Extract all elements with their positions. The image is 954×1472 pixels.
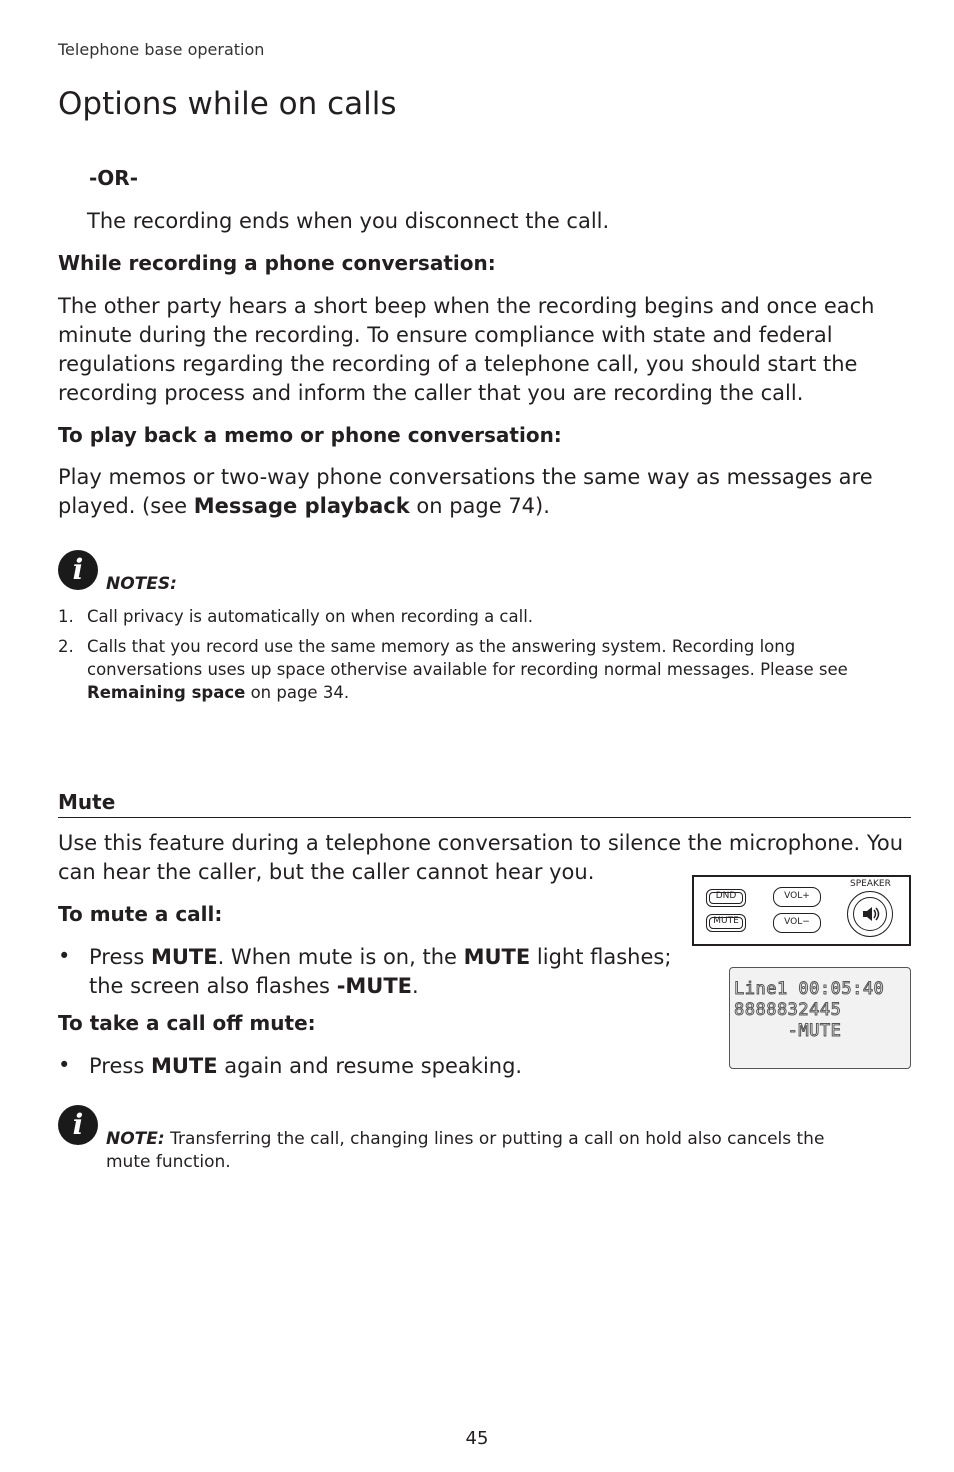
page-number: 45 [465,1428,489,1449]
bullet-dot: • [58,944,71,968]
speaker-icon [854,898,886,930]
lcd-line-2: 8888832445 [734,1000,842,1020]
while-recording-paragraph: The other party hears a short beep when the recording begins and once each minute during the recording. To ensure compliance with state and federal regulations regarding the recording of a telephone call, you should start the recording process and inform the caller that you are recording the call. [58,294,875,405]
off-mute-heading: To take a call off mute: [58,1011,316,1035]
mute-button: MUTE [706,914,746,932]
note-item-1 [58,605,908,630]
info-icon: i [58,1105,98,1145]
bottom-note [106,1128,866,1174]
mute-section-heading: Mute [58,790,116,814]
section-divider [58,817,911,818]
vol-up-button: VOL+ [773,887,821,907]
lcd-line-1: Line1 00:05:40 [734,979,885,999]
playback-paragraph [58,463,918,521]
page-title: Options while on calls [58,86,397,122]
remaining-space-link[interactable]: Remaining space [87,683,246,702]
note-number: 1. [58,607,74,626]
while-recording-heading: While recording a phone conversation: [58,251,496,275]
lcd-screen-illustration [729,967,911,1069]
lcd-line-3: -MUTE [734,1021,842,1041]
vol-down-button: VOL− [773,913,821,933]
dnd-button: DND [706,889,746,907]
message-playback-link[interactable]: Message playback [193,494,410,518]
base-button-illustration [692,875,911,946]
info-icon: i [58,550,98,590]
mute-bullet-2: Press MUTE again and resume speaking. [89,1054,523,1078]
note-text: Transferring the call, changing lines or putting a call on hold also cancels the mute function. [106,1129,825,1172]
notes-label: NOTES: [106,574,177,594]
note-text: Call privacy is automatically on when recording a call. [87,607,534,626]
playback-heading: To play back a memo or phone conversation: [58,423,562,447]
playback-text-1: Play memos or two-way phone conversations the same way as messages are played. (see [58,465,873,518]
note-label: NOTE: [106,1129,165,1149]
note-item-2 [58,635,908,707]
mute-intro: Use this feature during a telephone conversation to silence the microphone. You can hear the caller, but the caller cannot hear you. [58,831,904,884]
note-text: Calls that you record use the same memory as the answering system. Recording long conversations uses up space othervise available for recording normal messages. Please see Remaining space on page 34. [87,637,848,702]
recording-ends-text: The recording ends when you disconnect the call. [87,209,610,233]
to-mute-heading: To mute a call: [58,902,223,926]
speaker-label: SPEAKER [850,879,891,889]
running-header: Telephone base operation [58,40,265,59]
bullet-dot: • [58,1053,71,1077]
playback-text-2: on page 74). [409,494,550,518]
note-number: 2. [58,637,74,656]
speaker-button [847,891,893,937]
or-label: -OR- [89,166,139,190]
mute-bullet-1: Press MUTE. When mute is on, the MUTE light flashes; the screen also flashes -MUTE. [89,945,672,998]
